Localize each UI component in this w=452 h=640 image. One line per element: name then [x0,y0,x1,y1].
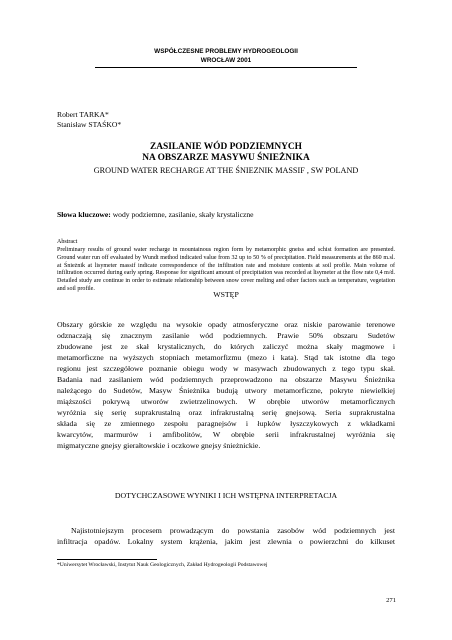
authors [57,110,121,130]
body-line: migmatyczne gnejsy gierałtowskie i oczkowe gnejsy śnieżnickie. [57,441,261,450]
abstract-text: Preliminary results of ground water recharge in mountainous region form by metamorphic gneiss and schist formation are presented. Ground water run off evaluated by Wundt method indicated value from 32 up to 50 % of precipitation. Field measurements at the 860 m.sl. at Śnieżnik at lisymeter massif indicate correspondence of the infiltration rate and moisture contents at soil profile. Main volume of infiltration occurred during early spring. Response for significant amount of precipitation was recorded at lisymeter at the flow rate 0,4 m/d. Detailed study are continue in order to estimate relationship between snow cover melting and other factors such as temperature, vegetation and soil profile. [57,247,395,292]
title-line-2: NA OBSZARZE MASYWU ŚNIEŻNIKA [142,153,310,163]
header-rule [95,67,357,68]
section-heading-results: DOTYCHCZASOWE WYNIKI I ICH WSTĘPNA INTERPRETACJA [114,491,338,500]
body-line: Badania nad zasilaniem wód podziemnych przeprowadzono na obszarze Masywu Śnieżnika [57,375,395,384]
body-line: regionu jest szczegółowe poznanie obiegu wody w masywach zbudowanych z tego typu skał. [57,364,395,373]
affiliation-footnote: *Uniwersytet Wrocławski, Instytut Nauk Geologicznych, Zakład Hydrogeologii Podstawowej [57,562,268,568]
abstract-label: Abstract [57,239,78,245]
body-line: miąższości pokrywą utworów zwietrzelinowych. W obrębie utworów metamorficznych [57,397,395,406]
author-2: Stanisław STAŚKO* [57,120,122,129]
journal-header [0,47,452,65]
keywords-text: wody podziemne, zasilanie, skały krystaliczne [110,210,254,219]
body-line: wyróżnia się serię suprakrustalną oraz infrakrustalną serię gnejsową. Seria suprakrustalna [57,408,395,417]
body-line: kwarcytów, marmurów i amfibolitów, W obrębie serii infrakrustalnej wyróżnia się [57,430,395,439]
article-title [0,142,452,164]
title-line-1: ZASILANIE WÓD PODZIEMNYCH [150,142,302,152]
journal-place-year: WROCŁAW 2001 [200,57,252,64]
keywords [57,210,254,220]
body-line: Najistotniejszym procesem prowadzącym do powstania zasobów wód podziemnych jest [71,526,395,535]
page-number: 271 [386,597,396,604]
author-1: Robert TARKA* [57,110,109,119]
body-line: Obszary górskie ze względu na wysokie opady atmosferyczne oraz niskie parowanie terenowe [57,320,395,329]
body-line: metamorficzne na wyższych stopniach metamorfizmu (mezo i kata). Stąd tak istotne dla tego [57,353,395,362]
body-line: odznaczają się znacznym zasilanie wód podziemnych. Prawie 50% obszaru Sudetów [57,331,395,340]
footnote-rule [57,559,157,560]
body-line: zbudowane jest ze skał krystalicznych, do których zaliczyć można skały magmowe i [57,342,395,351]
journal-title: WSPÓŁCZESNE PROBLEMY HYDROGEOLOGII [154,48,298,55]
intro-paragraph [57,319,395,451]
english-title: GROUND WATER RECHARGE AT THE ŚNIEZNIK MASSIF , SW POLAND [93,166,359,175]
body-line: infiltracja opadów. Lokalny system krążenia, jakim jest zlewnia o powierzchni do kilkuset [57,537,395,546]
body-line: składa się ze zmiennego zespołu paragnejsów i łupków łyszczykowych z wkładkami [57,419,395,428]
results-paragraph [57,525,395,547]
keywords-label: Słowa kluczowe: [57,210,111,219]
section-heading-intro: WSTĘP [213,290,239,299]
body-line: należącego do Sudetów, Masyw Śnieżnika budują utwory metamorficzne, pokryte niewielkiej [57,386,395,395]
